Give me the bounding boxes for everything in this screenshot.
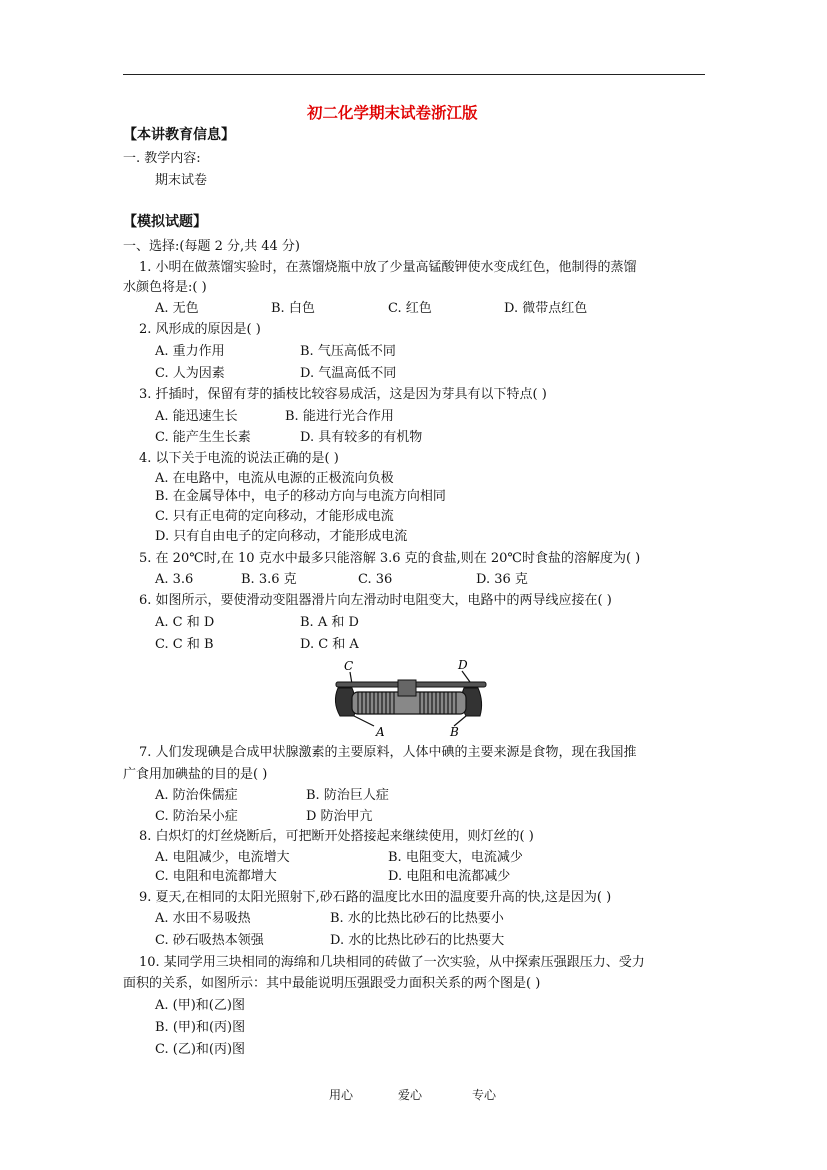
q9-option-d: D. 水的比热比砂石的比热要大 <box>330 933 505 948</box>
q1-stem-line2: 水颜色将是:( ) <box>123 280 207 295</box>
q8-option-a: A. 电阻减少，电流增大 <box>155 850 290 865</box>
q3-option-d: D. 具有较多的有机物 <box>300 430 423 445</box>
q1-option-c: C. 红色 <box>388 301 432 316</box>
footer-text-1: 用心 <box>329 1088 354 1102</box>
q1-stem-line1: 1. 小明在做蒸馏实验时，在蒸馏烧瓶中放了少量高锰酸钾使水变成红色，他制得的蒸馏 <box>139 260 637 275</box>
q4-stem: 4. 以下关于电流的说法正确的是( ) <box>139 451 339 466</box>
q5-option-b: B. 3.6 克 <box>241 572 297 587</box>
q9-option-a: A. 水田不易吸热 <box>155 911 251 926</box>
q7-option-d: D 防治甲亢 <box>306 809 373 824</box>
q9-option-c: C. 砂石吸热本领强 <box>155 933 264 948</box>
q2-stem: 2. 风形成的原因是( ) <box>139 322 261 337</box>
q9-stem: 9. 夏天,在相同的太阳光照射下,砂石路的温度比水田的温度要升高的快,这是因为( ) <box>139 890 612 905</box>
q7-stem-line2: 广食用加碘盐的目的是( ) <box>123 767 268 782</box>
terminal-b-label: B <box>450 725 459 738</box>
q1-option-b: B. 白色 <box>271 301 315 316</box>
q10-option-c: C. (乙)和(丙)图 <box>155 1042 246 1057</box>
q2-option-a: A. 重力作用 <box>155 344 225 359</box>
q4-option-d: D. 只有自由电子的定向移动，才能形成电流 <box>155 529 408 544</box>
section-heading-info: 【本讲教育信息】 <box>123 127 235 143</box>
q6-option-a: A. C 和 D <box>155 615 215 630</box>
q5-option-d: D. 36 克 <box>476 572 528 587</box>
footer-text-3: 专心 <box>472 1088 497 1102</box>
q8-option-b: B. 电阻变大，电流减少 <box>388 850 523 865</box>
q7-stem-line1: 7. 人们发现碘是合成甲状腺激素的主要原料，人体中碘的主要来源是食物，现在我国推 <box>139 745 637 760</box>
q10-stem-line2: 面积的关系，如图所示：其中最能说明压强跟受力面积关系的两个图是( ) <box>123 976 541 991</box>
terminal-c-label: C <box>344 659 354 673</box>
q5-stem: 5. 在 20℃时,在 10 克水中最多只能溶解 3.6 克的食盐,则在 20℃时食盐的溶解度为( ) <box>139 551 641 566</box>
teaching-content-value: 期末试卷 <box>155 173 208 188</box>
section-heading-mock: 【模拟试题】 <box>123 214 207 230</box>
header-rule <box>123 74 705 75</box>
q8-option-d: D. 电阻和电流都减少 <box>388 869 511 884</box>
teaching-content-label: 一. 教学内容: <box>123 151 201 166</box>
q10-option-a: A. (甲)和(乙)图 <box>155 998 245 1013</box>
q6-option-c: C. C 和 B <box>155 637 214 652</box>
q5-option-a: A. 3.6 <box>155 572 194 587</box>
q8-option-c: C. 电阻和电流都增大 <box>155 869 277 884</box>
part-heading: 一、选择:(每题 2 分,共 44 分) <box>123 239 300 254</box>
q6-stem: 6. 如图所示，要使滑动变阻器滑片向左滑动时电阻变大，电路中的两导线应接在( ) <box>139 593 612 608</box>
q9-option-b: B. 水的比热比砂石的比热要小 <box>330 911 504 926</box>
q3-stem: 3. 扦插时，保留有芽的插枝比较容易成活，这是因为芽具有以下特点( ) <box>139 387 547 402</box>
q2-option-c: C. 人为因素 <box>155 366 225 381</box>
q5-option-c: C. 36 <box>358 572 393 587</box>
q2-option-b: B. 气压高低不同 <box>300 344 396 359</box>
q4-option-a: A. 在电路中，电流从电源的正极流向负极 <box>155 471 394 486</box>
q10-stem-line1: 10. 某同学用三块相同的海绵和几块相同的砖做了一次实验，从中探索压强跟压力、受力 <box>139 955 645 970</box>
q3-option-c: C. 能产生生长素 <box>155 430 251 445</box>
footer-text-2: 爱心 <box>398 1088 423 1102</box>
terminal-a-label: A <box>376 725 385 738</box>
document-title: 初二化学期末试卷浙江版 <box>307 103 478 122</box>
q3-option-b: B. 能进行光合作用 <box>285 409 394 424</box>
q4-option-c: C. 只有正电荷的定向移动，才能形成电流 <box>155 509 394 524</box>
q8-stem: 8. 白炽灯的灯丝烧断后，可把断开处搭接起来继续使用，则灯丝的( ) <box>139 829 534 844</box>
rheostat-figure <box>328 658 490 738</box>
q6-option-d: D. C 和 A <box>300 637 359 652</box>
q7-option-c: C. 防治呆小症 <box>155 809 238 824</box>
terminal-d-label: D <box>458 658 468 672</box>
q7-option-a: A. 防治侏儒症 <box>155 788 238 803</box>
q2-option-d: D. 气温高低不同 <box>300 366 397 381</box>
q1-option-d: D. 微带点红色 <box>504 301 588 316</box>
q3-option-a: A. 能迅速生长 <box>155 409 238 424</box>
q7-option-b: B. 防治巨人症 <box>306 788 389 803</box>
q10-option-b: B. (甲)和(丙)图 <box>155 1020 246 1035</box>
q6-option-b: B. A 和 D <box>300 615 359 630</box>
q4-option-b: B. 在金属导体中，电子的移动方向与电流方向相同 <box>155 489 446 504</box>
q1-option-a: A. 无色 <box>155 301 199 316</box>
